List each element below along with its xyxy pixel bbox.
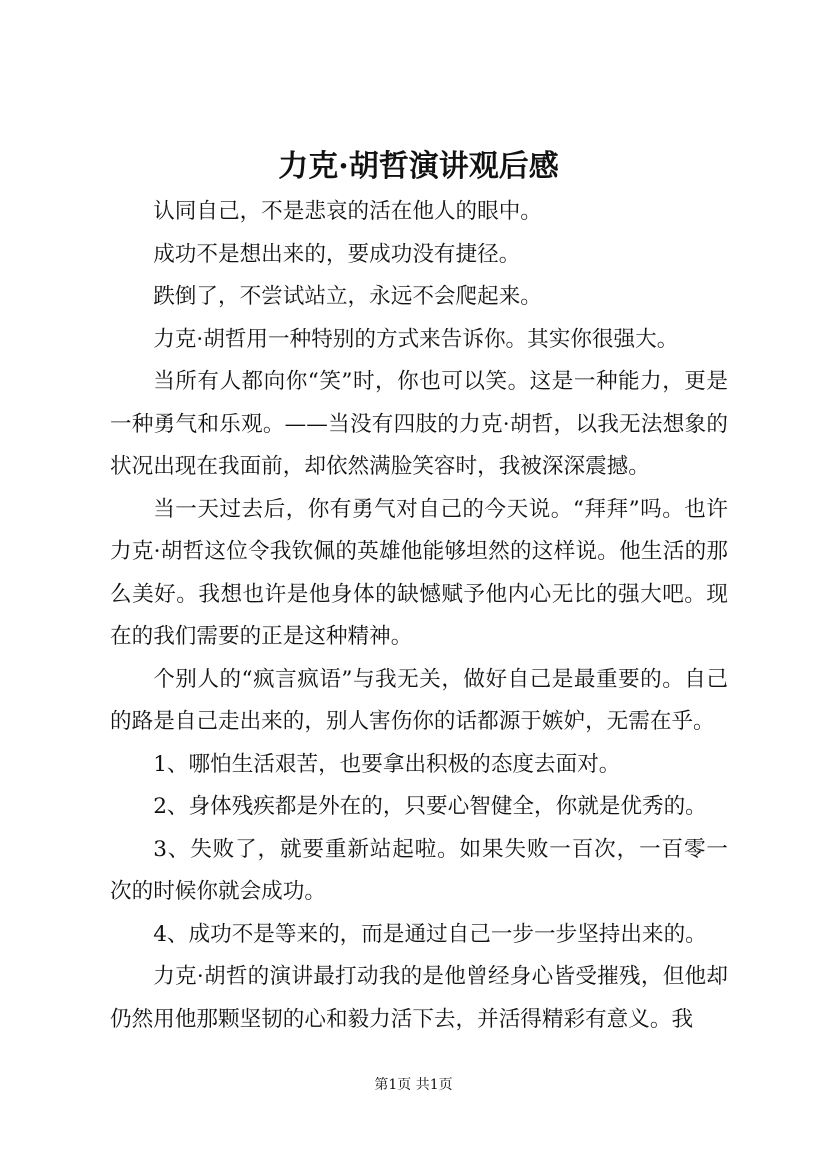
paragraph: 当所有人都向你“笑”时，你也可以笑。这是一种能力，更是一种勇气和乐观。——当没有四肢的力克·胡哲，以我无法想象的状况出现在我面前，却依然满脸笑容时，我被深深震撼。 bbox=[110, 369, 728, 479]
paragraph: 成功不是想出来的，要成功没有捷径。 bbox=[153, 241, 521, 267]
list-item: 4、成功不是等来的，而是通过自己一步一步坚持出来的。 bbox=[153, 921, 707, 947]
document-body bbox=[110, 191, 728, 1041]
paragraph: 跌倒了，不尝试站立，永远不会爬起来。 bbox=[153, 284, 542, 309]
paragraph: 当一天过去后，你有勇气对自己的今天说。“拜拜”吗。也许力克·胡哲这位令我钦佩的英雄他能够坦然的这样说。他生活的那么美好。我想也许是他身体的缺憾赋予他内心无比的强大吧。现在的我们需要的正是这种精神。 bbox=[110, 496, 728, 649]
list-item: 2、身体残疾都是外在的，只要心智健全，你就是优秀的。 bbox=[153, 794, 707, 819]
paragraph: 认同自己，不是悲哀的活在他人的眼中。 bbox=[153, 199, 542, 224]
list-item: 3、失败了，就要重新站起啦。如果失败一百次，一百零一次的时候你就会成功。 bbox=[110, 836, 728, 904]
page-footer: 第1页 共1页 bbox=[374, 1077, 453, 1093]
paragraph: 力克·胡哲用一种特别的方式来告诉你。其实你很强大。 bbox=[153, 326, 679, 352]
paragraph: 力克·胡哲的演讲最打动我的是他曾经身心皆受摧残，但他却仍然用他那颗坚韧的心和毅力活下去，并活得精彩有意义。我 bbox=[110, 964, 728, 1032]
paragraph: 个别人的“疯言疯语”与我无关，做好自己是最重要的。自己的路是自己走出来的，别人害伤你的话都源于嫉妒，无需在乎。 bbox=[110, 666, 728, 734]
document-title: 力克·胡哲演讲观后感 bbox=[278, 149, 559, 184]
list-item: 1、哪怕生活艰苦，也要拿出积极的态度去面对。 bbox=[153, 751, 621, 777]
